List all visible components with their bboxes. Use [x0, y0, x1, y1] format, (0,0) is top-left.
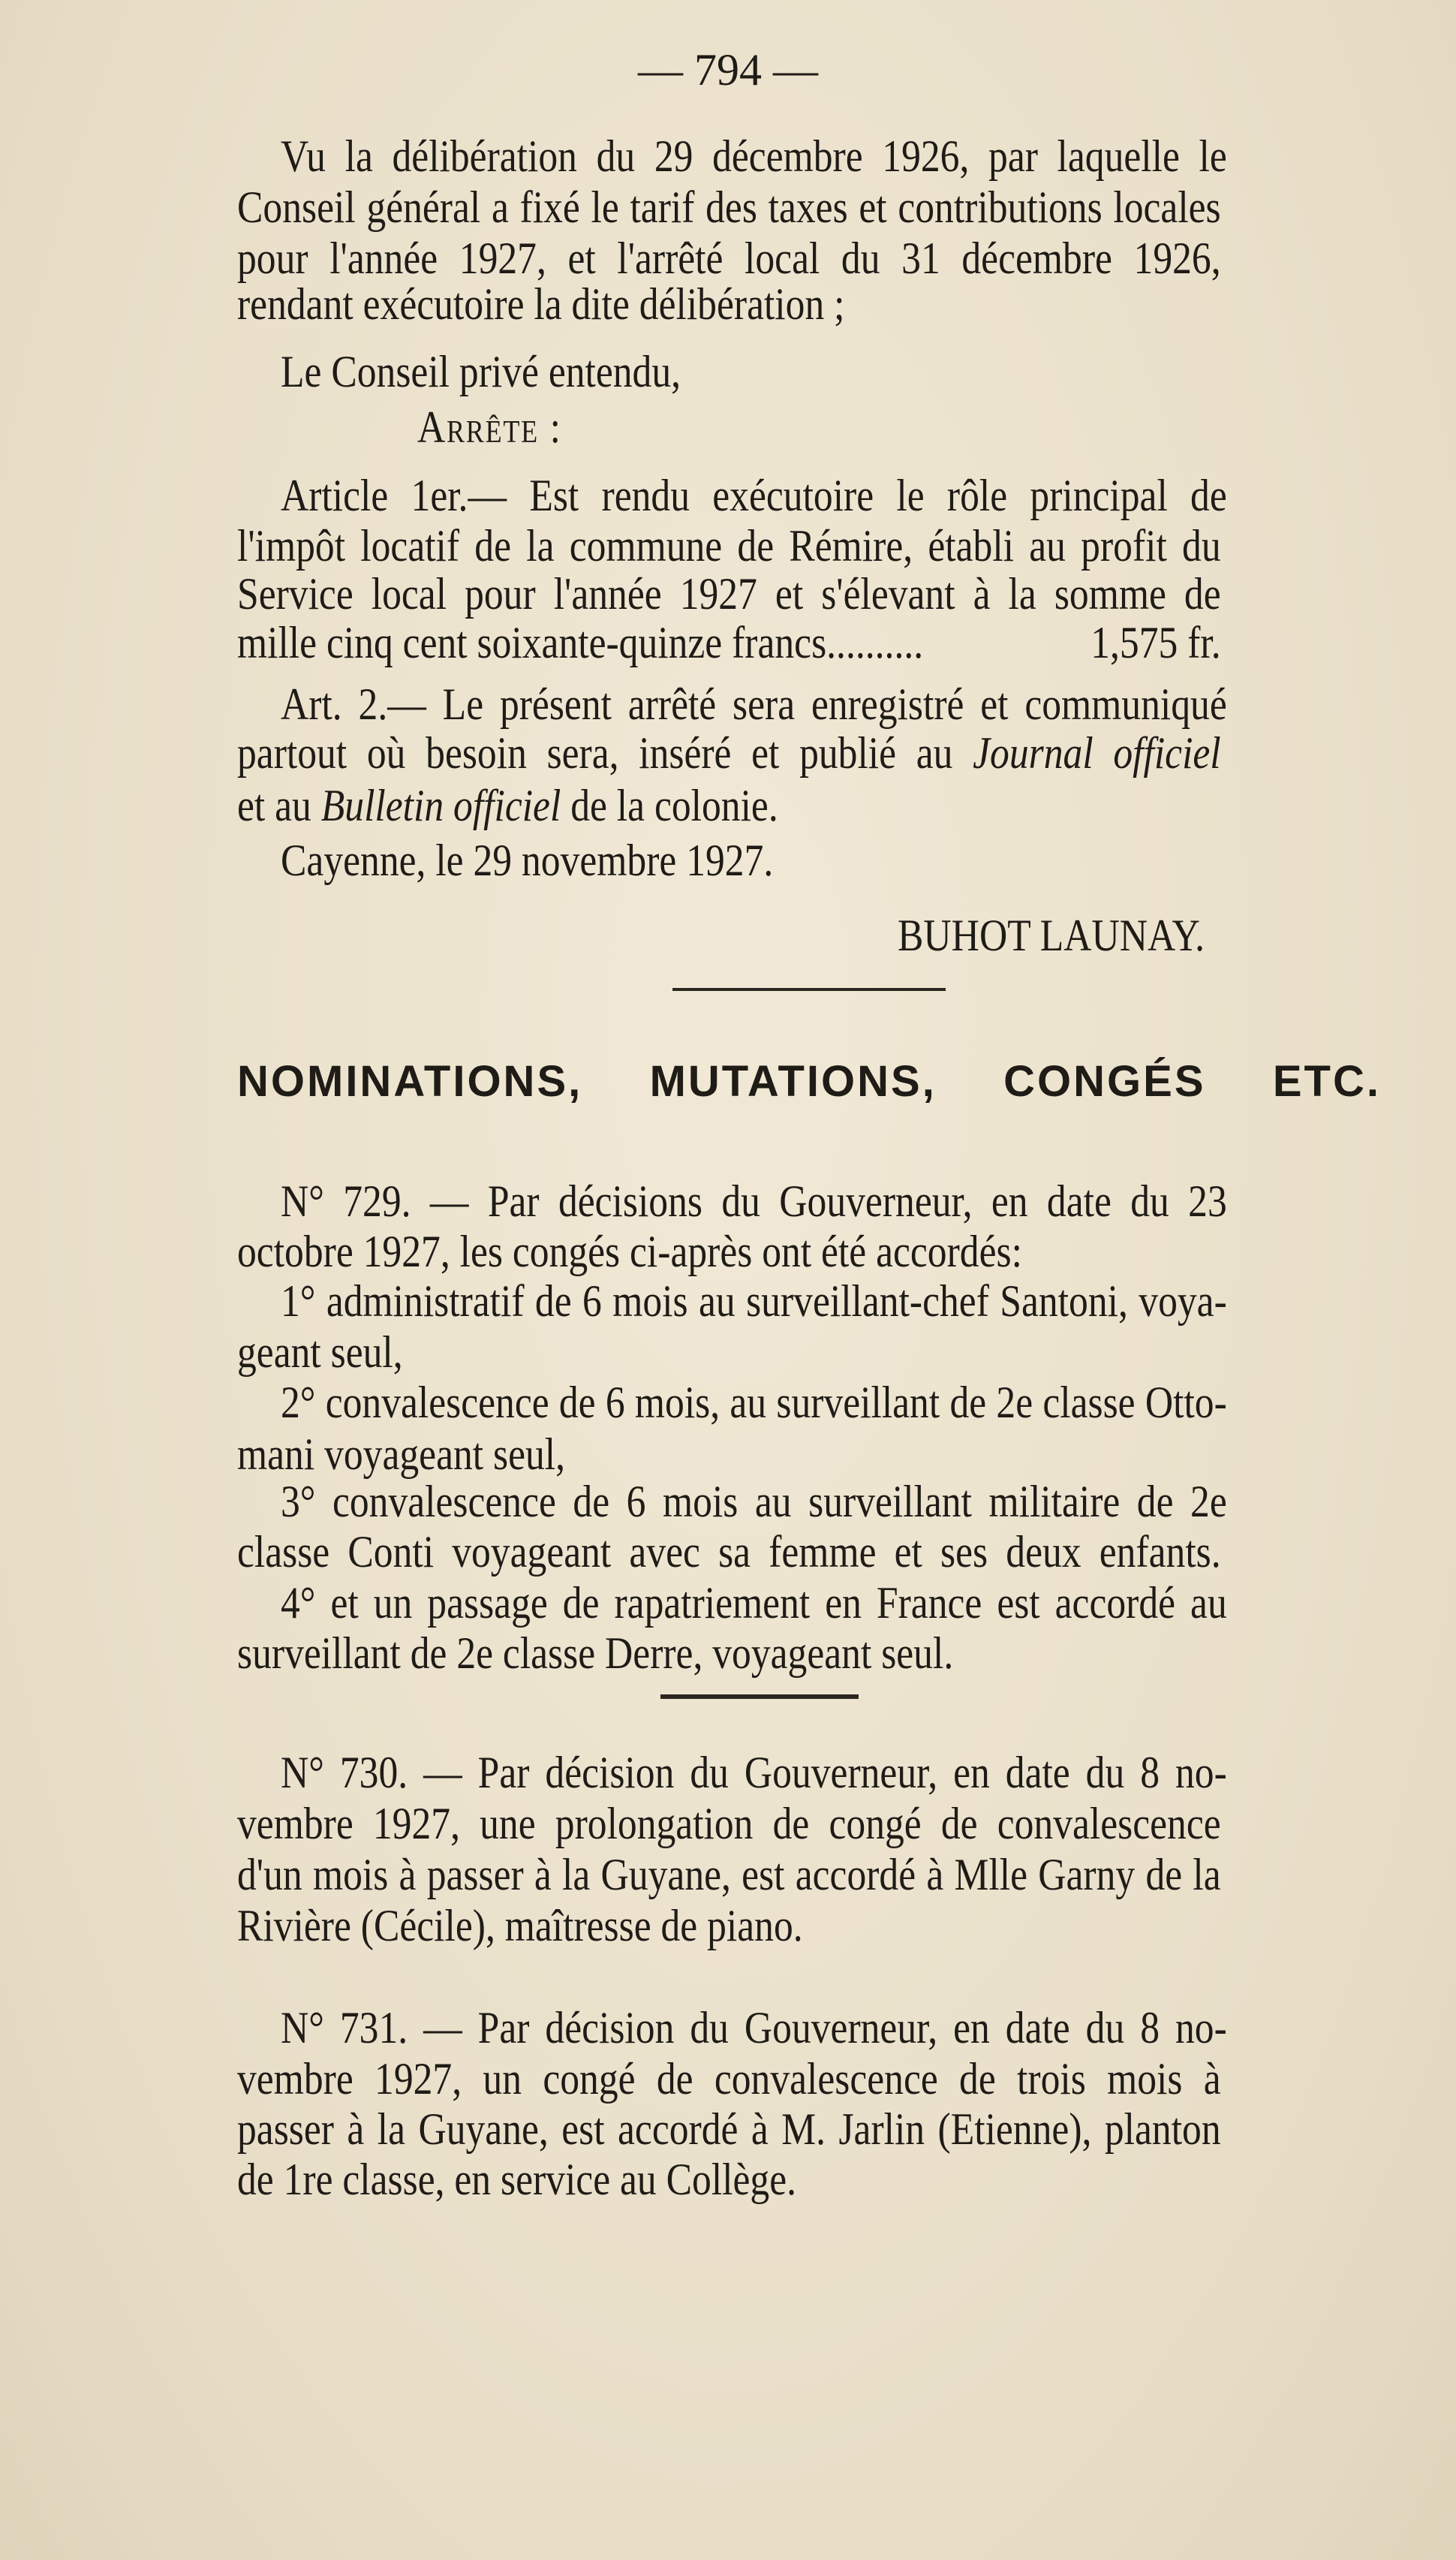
article1-line-4 — [237, 618, 1221, 667]
article1-line-2: l'impôt locatif de la commune de Rémire, établi au profit du — [237, 521, 1221, 571]
n731-line-1: N° 731. — Par décision du Gouverneur, en date du 8 no- — [281, 2003, 1227, 2053]
signature: BUHOT LAUNAY. — [898, 911, 1205, 960]
n729-line-1: N° 729. — Par décisions du Gouverneur, en date du 23 — [281, 1176, 1227, 1226]
n729-line-5: 2° convalescence de 6 mois, au surveillant de 2e classe Otto- — [281, 1378, 1227, 1427]
n729-line-10: surveillant de 2e classe Derre, voyageant seul. — [237, 1628, 954, 1678]
article2-line-1: Art. 2.— Le présent arrêté sera enregistré et communiqué — [281, 679, 1227, 729]
place-date: Cayenne, le 29 novembre 1927. — [281, 836, 774, 885]
n729-line-7: 3° convalescence de 6 mois au surveillant militaire de 2e — [281, 1477, 1227, 1526]
article2-line3-prefix: et au — [237, 781, 321, 830]
n730-line-1: N° 730. — Par décision du Gouverneur, en date du 8 no- — [281, 1748, 1227, 1797]
bulletin-officiel-ref: Bulletin officiel — [320, 781, 561, 830]
page-number: — 794 — — [638, 45, 818, 95]
intro-line-4: rendant exécutoire la dite délibération ; — [237, 279, 845, 329]
intro-line-2: Conseil général a fixé le tarif des taxes et contributions locales — [237, 182, 1221, 232]
intro-line-1: Vu la délibération du 29 décembre 1926, par laquelle le — [281, 131, 1227, 181]
article1-amount-text: mille cinq cent soixante-quinze francs.......... — [237, 618, 924, 667]
n729-line-3: 1° administratif de 6 mois au surveillant-chef Santoni, voya- — [281, 1276, 1227, 1326]
article2-line-3 — [237, 781, 1221, 830]
article1-line-3: Service local pour l'année 1927 et s'élevant à la somme de — [237, 569, 1221, 619]
article1-amount: 1,575 fr. — [1090, 618, 1221, 667]
n730-line-2: vembre 1927, une prolongation de congé de convalescence — [237, 1799, 1221, 1848]
n731-line-2: vembre 1927, un congé de convalescence de trois mois à — [237, 2054, 1221, 2104]
n729-line-9: 4° et un passage de rapatriement en France est accordé au — [281, 1578, 1227, 1628]
journal-officiel-ref: Journal officiel — [973, 728, 1221, 778]
article2-line2-text: partout où besoin sera, inséré et publié au — [237, 728, 973, 778]
n729-line-4: geant seul, — [237, 1327, 403, 1377]
n731-line-3: passer à la Guyane, est accordé à M. Jarlin (Etienne), planton — [237, 2104, 1221, 2154]
article2-line3-suffix: de la colonie. — [561, 781, 778, 830]
n731-line-4: de 1re classe, en service au Collège. — [237, 2155, 797, 2204]
article1-line-1: Article 1er.— Est rendu exécutoire le rôle principal de — [281, 471, 1227, 520]
n729-line-8: classe Conti voyageant avec sa femme et ses deux enfants. — [237, 1527, 1221, 1577]
conseil-line: Le Conseil privé entendu, — [281, 347, 681, 396]
article2-line-2 — [237, 728, 1221, 778]
arrete-label: Arrête : — [417, 402, 562, 452]
section-heading: NOMINATIONS, MUTATIONS, CONGÉS ETC. — [237, 1057, 1381, 1106]
n730-line-3: d'un mois à passer à la Guyane, est accordé à Mlle Garny de la — [237, 1850, 1221, 1899]
n730-line-4: Rivière (Cécile), maîtresse de piano. — [237, 1901, 803, 1950]
separator-rule-2 — [660, 1694, 859, 1699]
n729-line-6: mani voyageant seul, — [237, 1429, 566, 1479]
intro-line-3: pour l'année 1927, et l'arrêté local du 31 décembre 1926, — [237, 233, 1221, 283]
separator-rule-1 — [672, 988, 946, 991]
n729-line-2: octobre 1927, les congés ci-après ont été accordés: — [237, 1227, 1022, 1276]
